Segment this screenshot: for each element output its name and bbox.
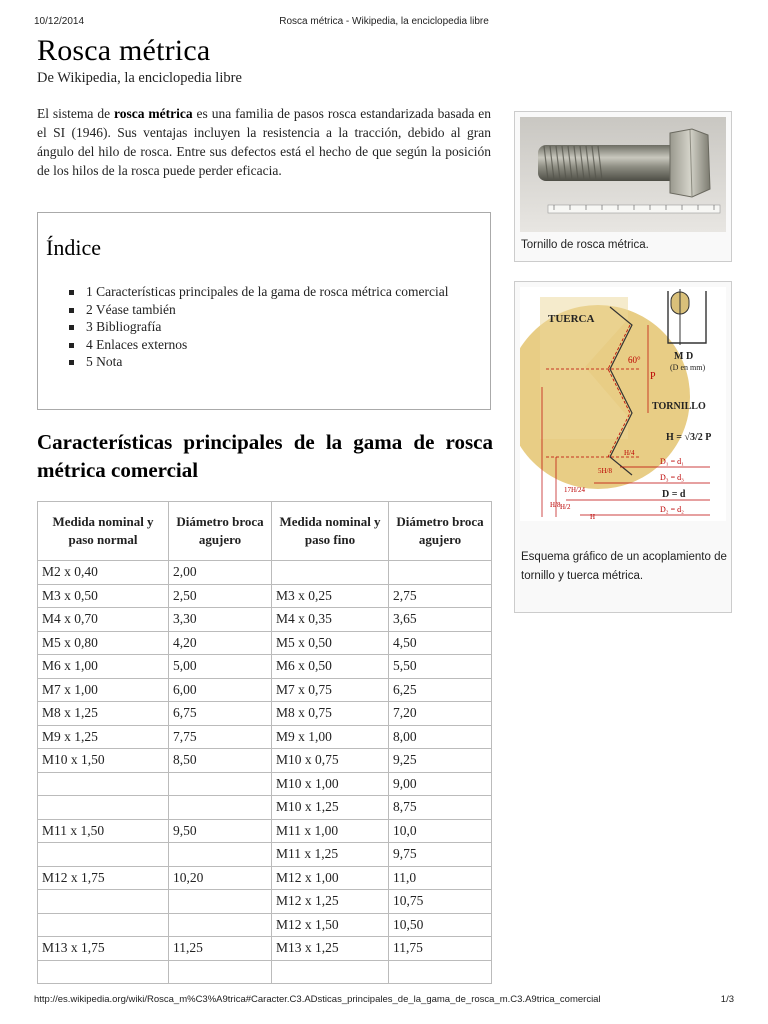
table-cell: M12 x 1,25 [272,890,389,914]
toc-item-1[interactable]: 1 Características principales de la gama de rosca métrica comercial [46,283,486,301]
table-row [38,561,492,585]
table-row [38,796,492,820]
table-cell: M9 x 1,25 [38,725,169,749]
table-row [38,678,492,702]
table-row [38,890,492,914]
table-cell [38,843,169,867]
table-cell: M6 x 0,50 [272,655,389,679]
table-cell: M4 x 0,35 [272,608,389,632]
pitch-label: P [650,371,656,382]
table-cell: 2,75 [389,584,492,608]
print-url: http://es.wikipedia.org/wiki/Rosca_m%C3%A9trica#Caracter.C3.ADsticas_principales_de_la_gama_de_rosca_m.C3.A9trica_comercial [34,994,601,1005]
table-body [38,561,492,984]
table-cell: M5 x 0,50 [272,631,389,655]
table-cell: M11 x 1,25 [272,843,389,867]
table-cell: 7,20 [389,702,492,726]
d2-label: D₂ = d₂ [660,505,684,514]
table-cell: 4,50 [389,631,492,655]
header-drill-diameter: Diámetro broca agujero [169,502,272,561]
table-row [38,655,492,679]
md-label: M D [674,351,694,362]
h-formula-label: H = √3/2 P [666,432,712,443]
table-cell: 10,0 [389,819,492,843]
table-cell: M13 x 1,75 [38,937,169,961]
table-cell: M5 x 0,80 [38,631,169,655]
table-cell: 6,75 [169,702,272,726]
table-cell [169,913,272,937]
table-cell [169,772,272,796]
table-cell [38,890,169,914]
table-cell [169,843,272,867]
table-cell: 9,75 [389,843,492,867]
table-cell: 4,20 [169,631,272,655]
table-cell: M4 x 0,70 [38,608,169,632]
diagram-caption: Esquema gráfico de un acoplamiento de tornillo y tuerca métrica. [521,551,727,582]
table-cell: 5,00 [169,655,272,679]
table-row [38,960,492,984]
toc-title: Índice [46,235,101,260]
print-date: 10/12/2014 [34,16,85,27]
table-cell: M10 x 1,50 [38,749,169,773]
thread-table [37,501,492,984]
table-cell [38,913,169,937]
table-header-row [38,502,492,561]
intro-text: El sistema de [37,106,114,121]
bolt-image[interactable] [520,117,726,232]
page-title: Rosca métrica [37,34,211,67]
17h24-label: 17H/24 [564,486,585,494]
table-cell: 11,0 [389,866,492,890]
table-cell: 8,00 [389,725,492,749]
d1-label: D₁ = d₁ [660,457,684,466]
screw-label: TORNILLO [652,401,706,412]
nut-label: TUERCA [548,313,595,325]
table-cell [38,796,169,820]
table-cell: 11,25 [169,937,272,961]
5h8-label: 5H/8 [598,467,612,475]
table-cell: M10 x 0,75 [272,749,389,773]
h4-label: H/4 [624,449,635,457]
table-row [38,772,492,796]
header-nominal-fine: Medida nominal y paso fino [272,502,389,561]
table-cell: 8,50 [169,749,272,773]
table-cell: M10 x 1,25 [272,796,389,820]
table-cell: 10,20 [169,866,272,890]
table-cell: M13 x 1,25 [272,937,389,961]
header-nominal-normal: Medida nominal y paso normal [38,502,169,561]
table-cell [38,960,169,984]
h8-label: H/8 [550,501,561,509]
table-row [38,584,492,608]
table-row [38,608,492,632]
md-units-label: (D en mm) [670,363,706,372]
table-cell: M3 x 0,50 [38,584,169,608]
table-cell [38,772,169,796]
intro-text: es una familia de pasos rosca estandarizada basada en el SI (1946). Sus ventajas incluyen la resistencia a la tracción, debido al gran ángulo del hilo de rosca. Entre sus defectos está el hecho de que según la posición de los hilos de la rosca puede perder eficacia. [37,106,491,178]
table-row [38,937,492,961]
table-cell: M9 x 1,00 [272,725,389,749]
table-cell: M12 x 1,75 [38,866,169,890]
d3-label: D₃ = d₃ [660,473,684,482]
intro-bold-term[interactable]: rosca métrica [113,106,193,121]
table-cell: 10,50 [389,913,492,937]
table-cell: 2,50 [169,584,272,608]
table-cell [169,960,272,984]
toc-item-5[interactable]: 5 Nota [46,353,486,371]
table-cell: M3 x 0,25 [272,584,389,608]
toc-item-3[interactable]: 3 Bibliografía [46,318,486,336]
table-cell: 11,75 [389,937,492,961]
table-cell: M12 x 1,50 [272,913,389,937]
table-cell: M10 x 1,00 [272,772,389,796]
table-row [38,631,492,655]
table-row [38,749,492,773]
h-label: H [590,513,596,521]
table-cell: M2 x 0,40 [38,561,169,585]
table-cell: 3,30 [169,608,272,632]
dd-label: D = d [662,489,686,500]
diagram-thumbnail [514,281,732,613]
table-cell: M8 x 1,25 [38,702,169,726]
table-cell: 6,00 [169,678,272,702]
toc-list [46,283,486,371]
table-cell [169,796,272,820]
table-cell: M11 x 1,50 [38,819,169,843]
table-cell [389,561,492,585]
table-row [38,819,492,843]
table-cell: M12 x 1,00 [272,866,389,890]
angle-label: 60° [628,355,641,365]
print-page-title: Rosca métrica - Wikipedia, la enciclopedia libre [279,16,489,27]
table-cell: 9,25 [389,749,492,773]
table-cell: M7 x 1,00 [38,678,169,702]
table-cell [389,960,492,984]
table-row [38,866,492,890]
table-row [38,702,492,726]
table-cell: 3,65 [389,608,492,632]
table-cell: M6 x 1,00 [38,655,169,679]
table-cell: 2,00 [169,561,272,585]
table-cell [169,890,272,914]
table-cell: 8,75 [389,796,492,820]
table-cell: 10,75 [389,890,492,914]
section-heading: Características principales de la gama de rosca métrica comercial [37,430,493,482]
bolt-thumbnail [514,111,732,262]
header-drill-diameter-fine: Diámetro broca agujero [389,502,492,561]
table-cell: 9,50 [169,819,272,843]
toc-item-2[interactable]: 2 Véase también [46,301,486,319]
table-cell [272,561,389,585]
table-cell: M8 x 0,75 [272,702,389,726]
page-subtitle: De Wikipedia, la enciclopedia libre [37,70,242,86]
bolt-caption: Tornillo de rosca métrica. [521,239,649,251]
h2-label: H/2 [560,503,571,511]
table-cell: 6,25 [389,678,492,702]
table-row [38,913,492,937]
table-cell [272,960,389,984]
intro-paragraph [37,104,491,180]
toc-item-4[interactable]: 4 Enlaces externos [46,336,486,354]
table-cell: 9,00 [389,772,492,796]
table-cell: M7 x 0,75 [272,678,389,702]
thread-diagram[interactable] [520,287,726,521]
table-row [38,725,492,749]
table-cell: 7,75 [169,725,272,749]
table-cell: 5,50 [389,655,492,679]
table-cell: M11 x 1,00 [272,819,389,843]
table-of-contents [37,212,491,410]
table-row [38,843,492,867]
print-page-number: 1/3 [720,994,734,1005]
